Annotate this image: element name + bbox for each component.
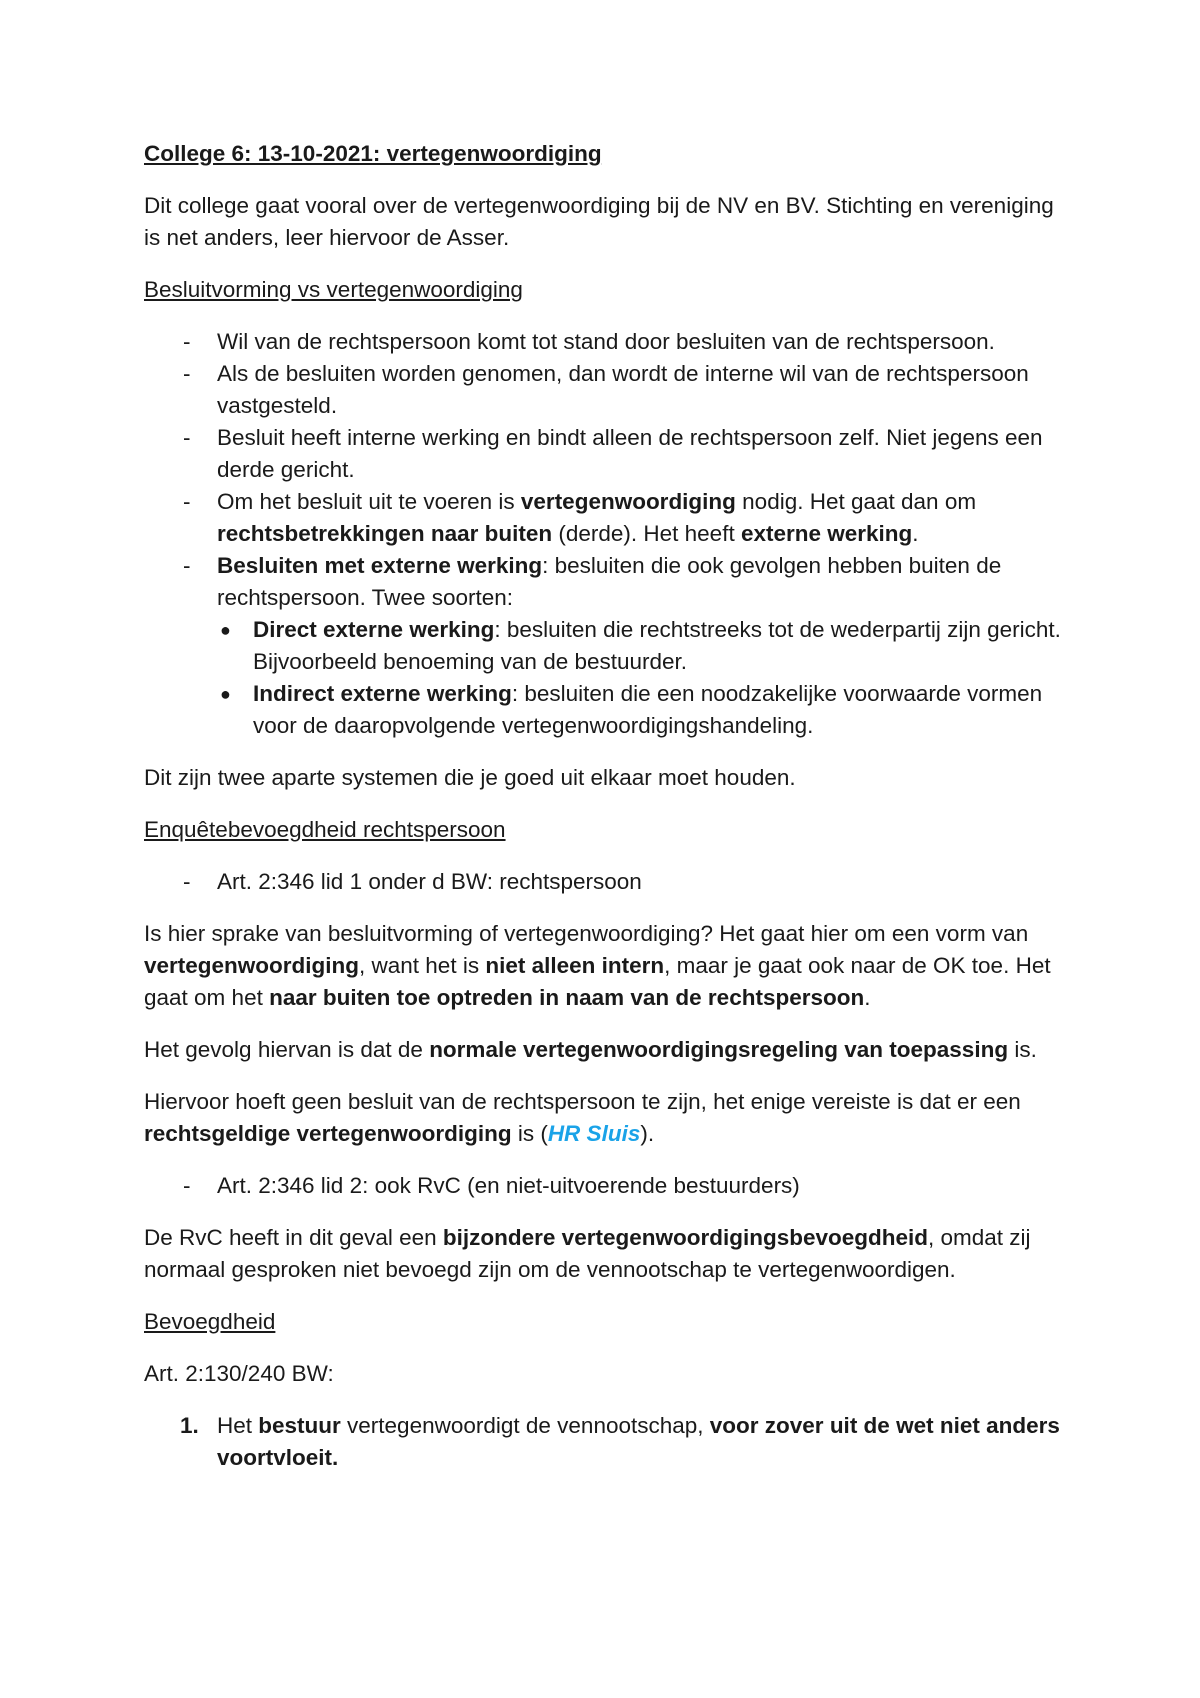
text-run: : besluiten die een noodzakelijke voorwaarde vormen voor de daaropvolgende vertegenwoordigingshandeling. [253,681,1043,738]
dash-marker: - [183,869,191,894]
text-run: : besluiten die rechtstreeks tot de wederpartij zijn gericht. Bijvoorbeeld benoeming van de bestuurder. [253,617,1061,674]
bold-term: bestuur [258,1413,341,1438]
list-item [144,358,1074,422]
bullet-dot-icon: ● [220,684,231,704]
bold-term: vertegenwoordiging [144,953,360,978]
dash-marker: - [183,489,191,514]
bold-term: externe werking [740,521,913,546]
list-item [144,550,1074,742]
section1-outro: Dit zijn twee aparte systemen die je goed uit elkaar moet houden. [144,765,796,790]
text-run: , omdat zij normaal gesproken niet bevoegd zijn om de vennootschap te vertegenwoordigen. [144,1225,1031,1282]
bold-term: rechtsbetrekkingen naar buiten [217,521,553,546]
dash-marker: - [183,329,191,354]
bold-term: voor zover uit de wet niet anders voortvloeit. [217,1413,1060,1470]
dash-marker: - [183,553,191,578]
bullet-list-enquete-1 [144,866,1074,898]
intro-paragraph: Dit college gaat vooral over de vertegenwoordiging bij de NV en BV. Stichting en vereniging is net anders, leer hiervoor de Asser. [144,193,1054,250]
bold-term: Indirect externe werking [253,681,512,706]
dash-marker: - [183,425,191,450]
bold-term: bijzondere vertegenwoordigingsbevoegdheid [442,1225,928,1250]
text-run: is ( [511,1121,548,1146]
text-run: De RvC heeft in dit geval een [144,1225,443,1250]
document-title: College 6: 13-10-2021: vertegenwoordiging [144,141,602,166]
dash-marker: - [183,361,191,386]
sub-list-item [217,614,1074,678]
section-heading-bevoegdheid: Bevoegdheid [144,1309,276,1334]
bold-term: vertegenwoordiging [520,489,736,514]
text-run: : besluiten die ook gevolgen hebben buiten de rechtspersoon. Twee soorten: [217,553,1002,610]
text-run: Het gevolg hiervan is dat de [144,1037,430,1062]
paragraph-hiervoor [144,1086,1074,1150]
text-run: (derde). Het heeft [552,521,741,546]
text-run: vertegenwoordigt de vennootschap, [340,1413,710,1438]
bold-term: naar buiten toe optreden in naam van de rechtspersoon [269,985,865,1010]
bold-term: Besluiten met externe werking [217,553,543,578]
list-item-text: Besluit heeft interne werking en bindt alleen de rechtspersoon zelf. Niet jegens een derde gericht. [217,425,1043,482]
paragraph-vertegenwoordiging [144,918,1074,1014]
sub-bullet-list [217,614,1074,742]
list-item [144,422,1074,486]
text-run: . [864,985,871,1010]
text-run: , want het is [359,953,486,978]
text-run: Is hier sprake van besluitvorming of vertegenwoordiging? Het gaat hier om een vorm van [144,921,1029,946]
bullet-list-besluitvorming [144,326,1074,742]
text-run: nodig. Het gaat dan om [735,489,977,514]
paragraph-rvc [144,1222,1074,1286]
list-number: 1. [180,1413,199,1438]
text-run: Hiervoor hoeft geen besluit van de rechtspersoon te zijn, het enige vereiste is dat er een [144,1089,1021,1114]
list-item-text: Art. 2:346 lid 1 onder d BW: rechtspersoon [217,869,642,894]
list-item-text: Art. 2:346 lid 2: ook RvC (en niet-uitvoerende bestuurders) [217,1173,800,1198]
text-run: Om het besluit uit te voeren is [217,489,521,514]
list-item [144,1170,1074,1202]
list-item [144,486,1074,550]
text-run: Het [217,1413,259,1438]
list-item-text: Wil van de rechtspersoon komt tot stand door besluiten van de rechtspersoon. [217,329,995,354]
numbered-list-bevoegdheid [144,1410,1074,1474]
document-content [144,138,1074,1494]
bold-term: normale vertegenwoordigingsregeling van toepassing [429,1037,1009,1062]
text-run: , maar je gaat ook naar de OK toe. Het gaat om het [144,953,1051,1010]
list-item [144,326,1074,358]
paragraph-art-130: Art. 2:130/240 BW: [144,1361,334,1386]
bold-term: niet alleen intern [485,953,665,978]
case-link-hr-sluis[interactable]: HR Sluis [547,1121,641,1146]
text-run: . [912,521,919,546]
list-item [144,866,1074,898]
paragraph-gevolg [144,1034,1074,1066]
bullet-dot-icon: ● [220,620,231,640]
dash-marker: - [183,1173,191,1198]
section-heading-besluitvorming: Besluitvorming vs vertegenwoordiging [144,277,523,302]
list-item-text: Als de besluiten worden genomen, dan wordt de interne wil van de rechtspersoon vastgesteld. [217,361,1029,418]
text-run: is. [1008,1037,1037,1062]
text-run: ). [640,1121,655,1146]
bullet-list-enquete-2 [144,1170,1074,1202]
sub-list-item [217,678,1074,742]
numbered-list-item [144,1410,1074,1474]
bold-term: Direct externe werking [253,617,495,642]
bold-term: rechtsgeldige vertegenwoordiging [144,1121,512,1146]
section-heading-enquete: Enquêtebevoegdheid rechtspersoon [144,817,506,842]
